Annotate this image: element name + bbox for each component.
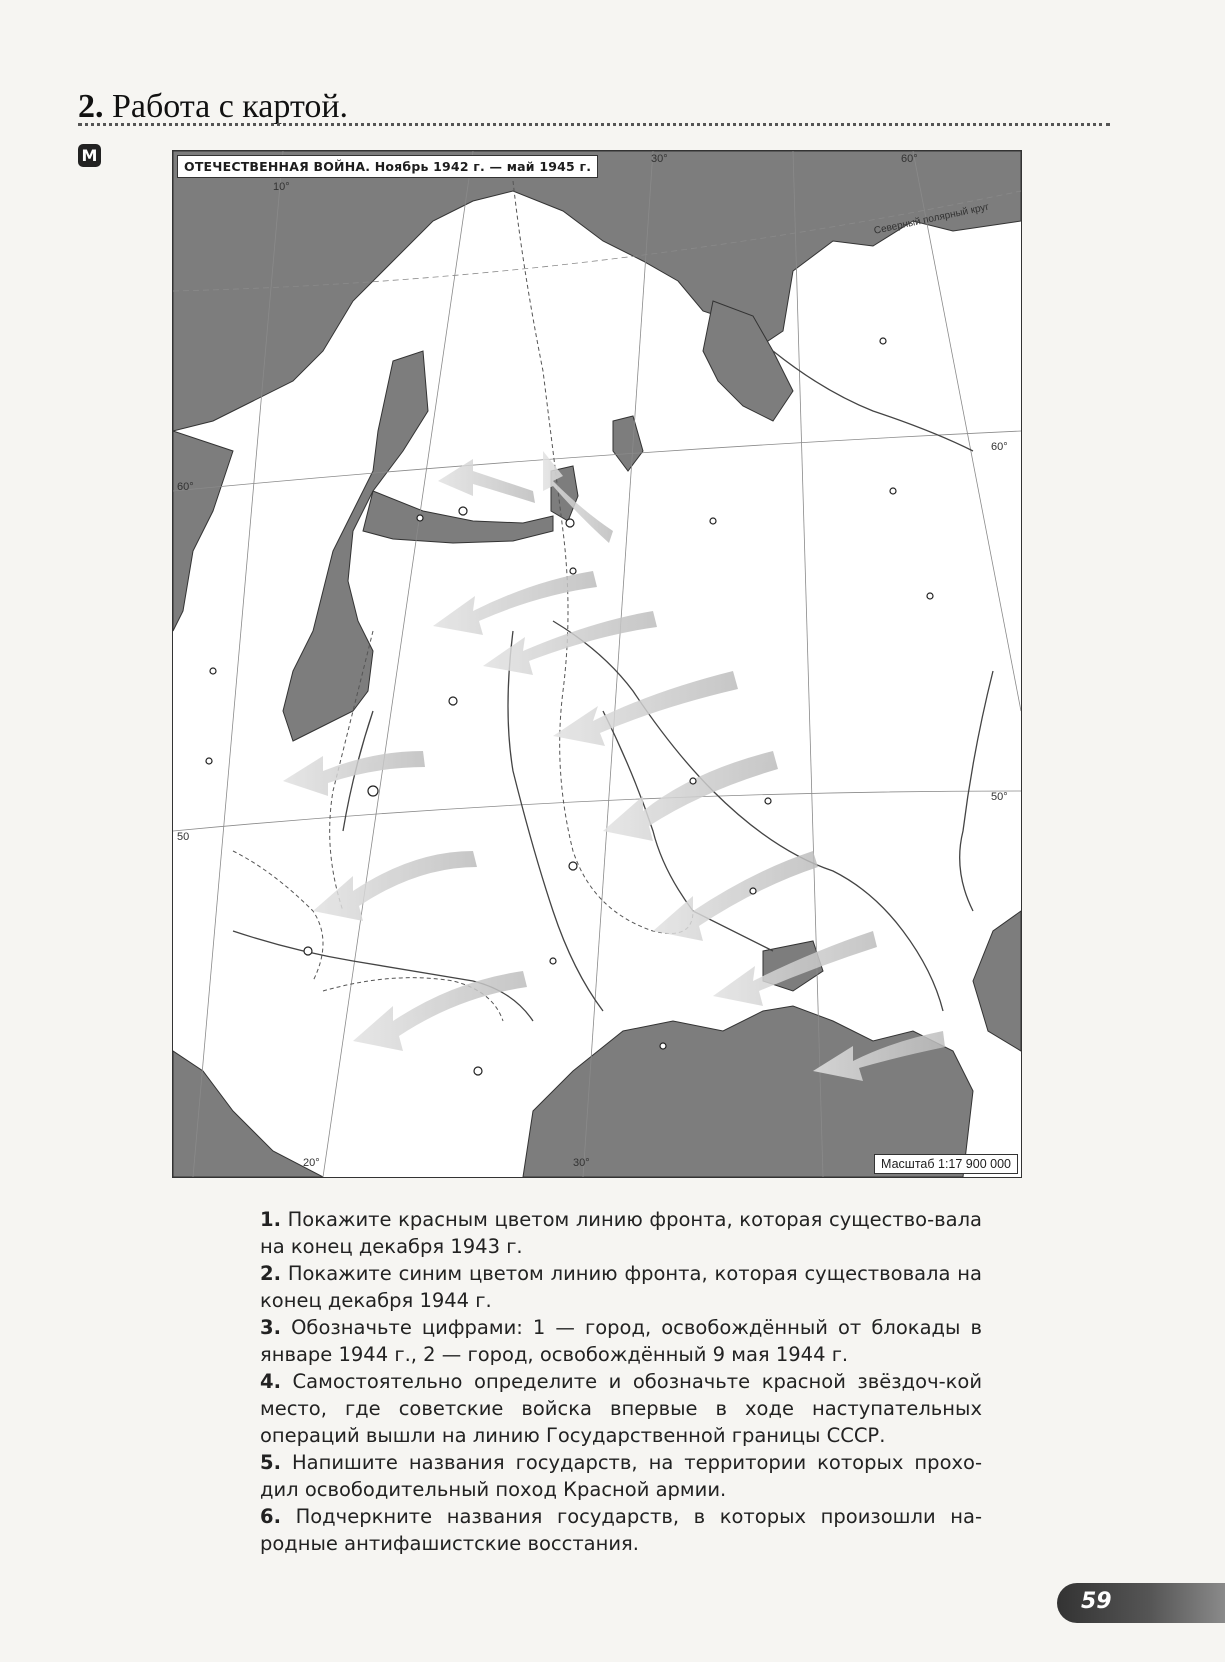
city-marker: [570, 568, 576, 574]
city-marker: [474, 1067, 482, 1075]
sea-areas: [173, 151, 1021, 1177]
city-marker: [765, 798, 771, 804]
river-volga: [553, 621, 943, 1011]
task-item: [260, 1206, 982, 1260]
offensive-arrows: [283, 451, 945, 1081]
city-marker: [417, 515, 423, 521]
arrow-9: [353, 971, 527, 1051]
task-text: Обозначьте цифрами: 1 — город, освобождённый от блокады в январе 1944 г., 2 — город, освобождённый 9 мая 1944 г.: [260, 1316, 982, 1366]
city-marker: [459, 507, 467, 515]
task-item: [260, 1260, 982, 1314]
arrow-7: [653, 851, 818, 941]
degree-label: 60°: [177, 481, 194, 493]
degree-label: 60°: [901, 153, 918, 165]
city-marker: [210, 668, 216, 674]
section-heading: [78, 88, 348, 126]
task-text: Самостоятельно определите и обозначьте красной звёздоч-кой место, где советские войска впервые в ходе наступательных операций вышли на линию Государственной границы СССР.: [260, 1370, 983, 1447]
map-marker-icon: М: [78, 144, 101, 167]
border-hungary: [233, 851, 323, 981]
caspian-corner: [973, 911, 1021, 1051]
degree-label: 30°: [573, 1157, 590, 1169]
arrow-5: [438, 459, 535, 503]
city-marker: [890, 488, 896, 494]
section-title: Работа с картой.: [112, 88, 349, 125]
page-number: 59: [1081, 1589, 1112, 1614]
arrow-11: [283, 751, 425, 796]
city-marker: [569, 862, 577, 870]
parallel-60: [173, 431, 1021, 491]
meridian-30: [583, 151, 653, 1177]
task-number: 4.: [260, 1370, 281, 1393]
parallel-50: [173, 791, 1021, 831]
degree-label: 50: [177, 831, 190, 843]
task-text: Напишите названия государств, на территории которых прохо-дил освободительный поход Красной армии.: [260, 1451, 983, 1501]
border-ussr-west: [513, 181, 693, 934]
section-number: 2.: [78, 88, 104, 125]
city-marker: [206, 758, 212, 764]
degree-label: 10°: [273, 181, 290, 193]
map-scale: Масштаб 1:17 900 000: [874, 1154, 1018, 1174]
page-number-tab: [1057, 1583, 1225, 1623]
city-marker: [710, 518, 716, 524]
city-marker: [368, 786, 378, 796]
degree-label: 50°: [991, 791, 1008, 803]
arrow-1: [553, 671, 738, 746]
arrow-8: [313, 851, 477, 921]
city-marker: [304, 947, 312, 955]
arrow-4: [433, 571, 597, 635]
city-marker: [690, 778, 696, 784]
degree-label: 60°: [991, 441, 1008, 453]
task-item: [260, 1503, 982, 1557]
dotted-divider: [78, 123, 1110, 126]
river-danube: [233, 931, 533, 1021]
city-marker: [880, 338, 886, 344]
task-text: Покажите синим цветом линию фронта, которая существовала на конец декабря 1944 г.: [260, 1262, 982, 1312]
lake-onega: [613, 416, 643, 471]
north-sea: [173, 431, 233, 631]
arrow-6: [713, 931, 877, 1006]
river-northern-dvina: [773, 351, 973, 451]
mediterranean-corner: [173, 1051, 323, 1177]
city-marker: [449, 697, 457, 705]
task-number: 3.: [260, 1316, 281, 1339]
city-marker: [660, 1043, 666, 1049]
arrow-3: [483, 611, 657, 675]
map-drawing: [173, 151, 1021, 1177]
map-title: ОТЕЧЕСТВЕННАЯ ВОЙНА. Ноябрь 1942 г. — май 1945 г.: [177, 155, 598, 178]
task-number: 2.: [260, 1262, 281, 1285]
task-number: 6.: [260, 1505, 281, 1528]
task-item: [260, 1314, 982, 1368]
degree-label: 20°: [303, 1157, 320, 1169]
arctic-circle-label: Северный полярный круг: [873, 201, 991, 237]
baltic-sea: [283, 351, 428, 741]
city-marker: [550, 958, 556, 964]
city-marker: [750, 888, 756, 894]
task-number: 5.: [260, 1451, 281, 1474]
historical-map: [172, 150, 1022, 1178]
city-marker: [566, 519, 574, 527]
arrow-2: [603, 751, 778, 841]
task-number: 1.: [260, 1208, 281, 1231]
task-item: [260, 1368, 982, 1449]
city-marker: [927, 593, 933, 599]
task-text: Покажите красным цветом линию фронта, которая существо-вала на конец декабря 1943 г.: [260, 1208, 982, 1258]
black-sea: [523, 1006, 973, 1177]
task-item: [260, 1449, 982, 1503]
degree-label: 30°: [651, 153, 668, 165]
river-dnieper: [508, 631, 603, 1011]
northern-sea: [173, 151, 1021, 431]
task-list: [260, 1206, 982, 1557]
task-text: Подчеркните названия государств, в которых произошли на-родные антифашистские восстания.: [260, 1505, 982, 1555]
